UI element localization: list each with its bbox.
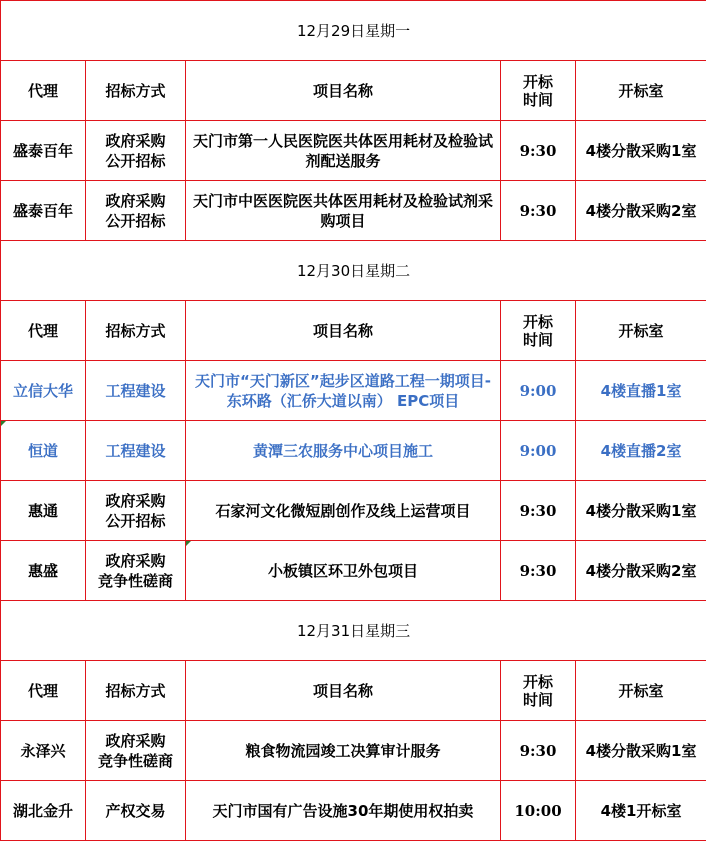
- col-agent-header: 代理: [1, 61, 86, 121]
- time-cell: 9:30: [501, 181, 576, 241]
- method-cell: 政府采购 竞争性磋商: [86, 541, 186, 601]
- agent-cell: 恒道: [1, 421, 86, 481]
- agent-cell: 立信大华: [1, 361, 86, 421]
- method-cell: 政府采购 公开招标: [86, 121, 186, 181]
- time-cell: 9:00: [501, 361, 576, 421]
- col-name-header: 项目名称: [186, 661, 501, 721]
- room-cell: 4楼直播1室: [576, 361, 706, 421]
- col-name-header: 项目名称: [186, 301, 501, 361]
- comment-marker-icon: [1, 421, 6, 426]
- method-cell: 政府采购 竞争性磋商: [86, 721, 186, 781]
- time-cell: 10:00: [501, 781, 576, 841]
- room-cell: 4楼分散采购2室: [576, 181, 706, 241]
- table-row: [1, 541, 706, 601]
- col-time-header: 开标 时间: [501, 61, 576, 121]
- project-name-cell: 小板镇区环卫外包项目: [186, 541, 501, 601]
- agent-cell: 盛泰百年: [1, 121, 86, 181]
- room-cell: 4楼1开标室: [576, 781, 706, 841]
- project-name-cell: 石家河文化微短剧创作及线上运营项目: [186, 481, 501, 541]
- method-cell: 工程建设: [86, 421, 186, 481]
- table-row: [1, 361, 706, 421]
- agent-cell: 惠盛: [1, 541, 86, 601]
- room-cell: 4楼分散采购1室: [576, 721, 706, 781]
- room-cell: 4楼直播2室: [576, 421, 706, 481]
- table-row: [1, 721, 706, 781]
- table-row: [1, 781, 706, 841]
- method-cell: 政府采购 公开招标: [86, 481, 186, 541]
- agent-cell: 惠通: [1, 481, 86, 541]
- table-row: [1, 481, 706, 541]
- col-method-header: 招标方式: [86, 61, 186, 121]
- time-cell: 9:30: [501, 541, 576, 601]
- col-agent-header: 代理: [1, 301, 86, 361]
- agent-cell: 盛泰百年: [1, 181, 86, 241]
- project-name-cell: 天门市国有广告设施30年期使用权拍卖: [186, 781, 501, 841]
- project-name-cell: 天门市第一人民医院医共体医用耗材及检验试剂配送服务: [186, 121, 501, 181]
- col-room-header: 开标室: [576, 61, 706, 121]
- col-room-header: 开标室: [576, 661, 706, 721]
- project-name-cell: 天门市中医医院医共体医用耗材及检验试剂采购项目: [186, 181, 501, 241]
- room-cell: 4楼分散采购1室: [576, 481, 706, 541]
- col-time-header: 开标 时间: [501, 661, 576, 721]
- col-method-header: 招标方式: [86, 661, 186, 721]
- agent-cell: 湖北金升: [1, 781, 86, 841]
- method-cell: 工程建设: [86, 361, 186, 421]
- project-name-cell: 粮食物流园竣工决算审计服务: [186, 721, 501, 781]
- col-time-header: 开标 时间: [501, 301, 576, 361]
- day-date: 12月30日星期二: [1, 241, 706, 301]
- table-row: [1, 181, 706, 241]
- day-header-row: [1, 241, 706, 301]
- day-date: 12月31日星期三: [1, 601, 706, 661]
- project-name-cell: 黄潭三农服务中心项目施工: [186, 421, 501, 481]
- method-cell: 产权交易: [86, 781, 186, 841]
- day-header-row: [1, 1, 706, 61]
- method-cell: 政府采购 公开招标: [86, 181, 186, 241]
- time-cell: 9:00: [501, 421, 576, 481]
- table-row: [1, 421, 706, 481]
- time-cell: 9:30: [501, 721, 576, 781]
- room-cell: 4楼分散采购1室: [576, 121, 706, 181]
- col-agent-header: 代理: [1, 661, 86, 721]
- project-name-cell: 天门市“天门新区”起步区道路工程一期项目-东环路（汇侨大道以南） EPC项目: [186, 361, 501, 421]
- day-date: 12月29日星期一: [1, 1, 706, 61]
- col-room-header: 开标室: [576, 301, 706, 361]
- table-row: [1, 121, 706, 181]
- room-cell: 4楼分散采购2室: [576, 541, 706, 601]
- time-cell: 9:30: [501, 481, 576, 541]
- column-header-row: [1, 61, 706, 121]
- comment-marker-icon: [186, 541, 191, 546]
- column-header-row: [1, 661, 706, 721]
- col-name-header: 项目名称: [186, 61, 501, 121]
- time-cell: 9:30: [501, 121, 576, 181]
- day-header-row: [1, 601, 706, 661]
- agent-cell: 永泽兴: [1, 721, 86, 781]
- column-header-row: [1, 301, 706, 361]
- col-method-header: 招标方式: [86, 301, 186, 361]
